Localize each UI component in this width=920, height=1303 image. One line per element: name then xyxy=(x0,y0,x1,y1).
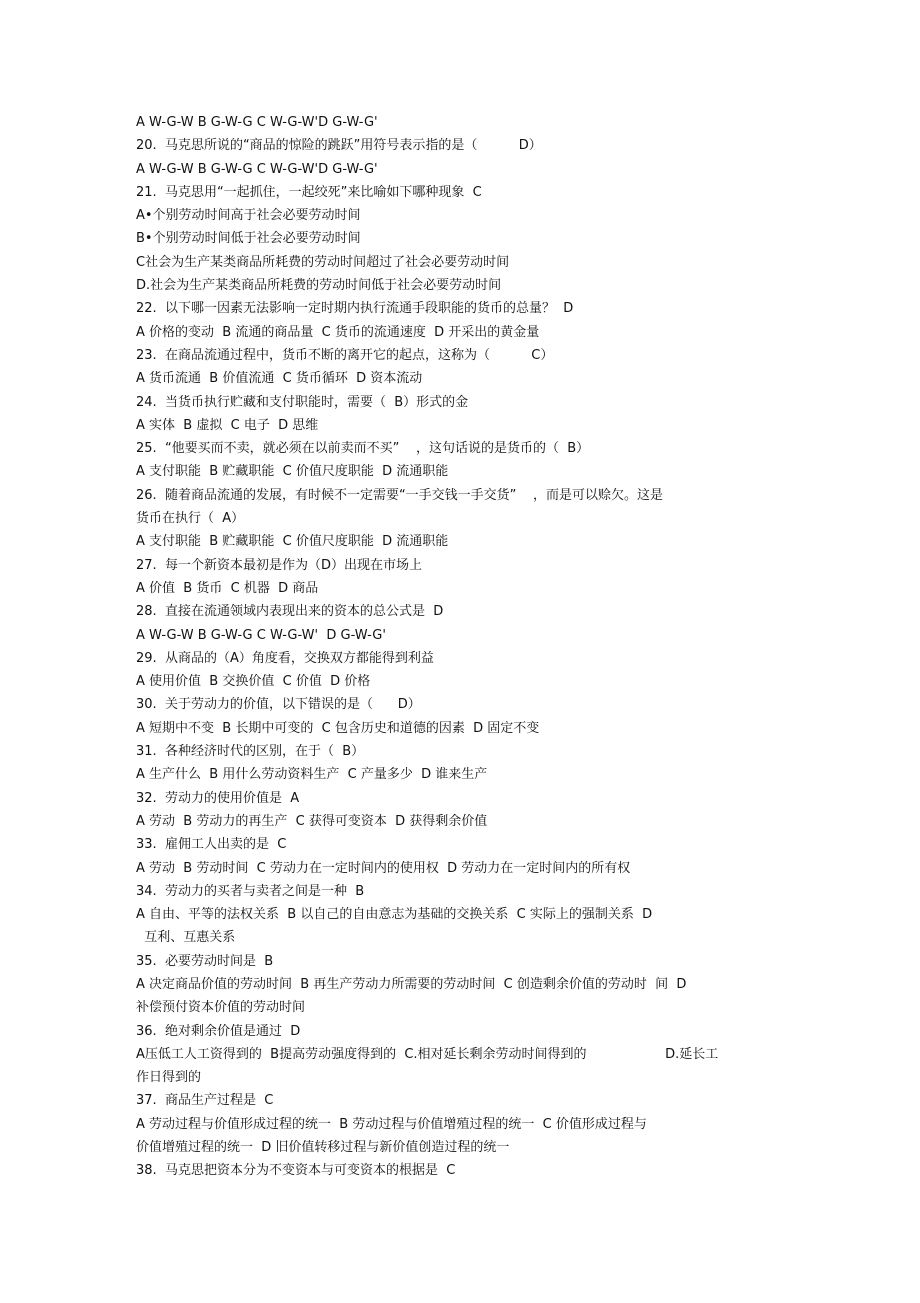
text-line: A 短期中不变 B 长期中可变的 C 包含历史和道德的因素 D 固定不变 xyxy=(136,720,540,736)
text-line: 23. 在商品流通过程中，货币不断的离开它的起点，这称为（ C） xyxy=(136,347,554,363)
text-line: 互利、互惠关系 xyxy=(136,930,236,946)
text-line: A•个别劳动时间高于社会必要劳动时间 xyxy=(136,208,361,224)
text-line: 价值增殖过程的统一 D 旧价值转移过程与新价值创造过程的统一 xyxy=(136,1140,510,1156)
text-line: A 劳动 B 劳动时间 C 劳动力在一定时间内的使用权 D 劳动力在一定时间内的所有权 xyxy=(136,860,631,876)
text-line: A 价值 B 货币 C 机器 D 商品 xyxy=(136,580,319,596)
text-line: 38. 马克思把资本分为不变资本与可变资本的根据是 C xyxy=(136,1163,456,1179)
text-line: A W-G-W B G-W-G C W-G-W' D G-W-G' xyxy=(136,627,386,643)
text-line: A 实体 B 虚拟 C 电子 D 思维 xyxy=(136,417,319,433)
text-line: 27. 每一个新资本最初是作为（D）出现在市场上 xyxy=(136,557,422,573)
document-body xyxy=(136,111,786,1183)
text-line: 21. 马克思用“一起抓住，一起绞死”来比喻如下哪种现象 C xyxy=(136,184,482,200)
text-line: 34. 劳动力的买者与卖者之间是一种 B xyxy=(136,883,365,899)
text-line: A 支付职能 B 贮藏职能 C 价值尺度职能 D 流通职能 xyxy=(136,534,449,550)
text-line: D.社会为生产某类商品所耗费的劳动时间低于社会必要劳动时间 xyxy=(136,278,502,294)
text-line: A压低工人工资得到的 B提高劳动强度得到的 C.相对延长剩余劳动时间得到的 D.延长工 xyxy=(136,1046,719,1062)
text-line: A 自由、平等的法权关系 B 以自己的自由意志为基础的交换关系 C 实际上的强制关系 D xyxy=(136,907,653,923)
text-line: 37. 商品生产过程是 C xyxy=(136,1093,274,1109)
text-line: A 生产什么 B 用什么劳动资料生产 C 产量多少 D 谁来生产 xyxy=(136,767,488,783)
text-line: 33. 雇佣工人出卖的是 C xyxy=(136,837,287,853)
text-line: A 使用价值 B 交换价值 C 价值 D 价格 xyxy=(136,674,371,690)
text-line: 货币在执行（ A） xyxy=(136,511,245,527)
text-line: 24. 当货币执行贮藏和支付职能时，需要（ B）形式的金 xyxy=(136,394,469,410)
text-line: A 劳动 B 劳动力的再生产 C 获得可变资本 D 获得剩余价值 xyxy=(136,813,488,829)
text-line: A 货币流通 B 价值流通 C 货币循环 D 资本流动 xyxy=(136,371,423,387)
text-line: 32. 劳动力的使用价值是 A xyxy=(136,790,300,806)
text-line: A W-G-W B G-W-G C W-G-W'D G-W-G' xyxy=(136,161,378,177)
text-line: 35. 必要劳动时间是 B xyxy=(136,953,274,969)
text-line: C社会为生产某类商品所耗费的劳动时间超过了社会必要劳动时间 xyxy=(136,254,510,270)
text-line: A 价格的变动 B 流通的商品量 C 货币的流通速度 D 开采出的黄金量 xyxy=(136,324,540,340)
text-line: 25. “他要买而不卖，就必须在以前卖而不买” ，这句话说的是货币的（ B） xyxy=(136,441,590,457)
text-line: B•个别劳动时间低于社会必要劳动时间 xyxy=(136,231,361,247)
text-line: 36. 绝对剩余价值是通过 D xyxy=(136,1023,301,1039)
text-line: 28. 直接在流通领域内表现出来的资本的总公式是 D xyxy=(136,604,444,620)
text-line: 作日得到的 xyxy=(136,1070,202,1086)
text-line: 30. 关于劳动力的价值，以下错误的是（ D） xyxy=(136,697,421,713)
text-line: 20. 马克思所说的“商品的惊险的跳跃”用符号表示指的是（ D） xyxy=(136,138,542,154)
text-line: 22. 以下哪一因素无法影响一定时期内执行流通手段职能的货币的总量？ D xyxy=(136,301,574,317)
text-line: A 支付职能 B 贮藏职能 C 价值尺度职能 D 流通职能 xyxy=(136,464,449,480)
text-line: 26. 随着商品流通的发展，有时候不一定需要“一手交钱一手交货” ，而是可以赊欠。这是 xyxy=(136,487,663,503)
text-line: A W-G-W B G-W-G C W-G-W'D G-W-G' xyxy=(136,115,378,130)
text-line: A 劳动过程与价值形成过程的统一 B 劳动过程与价值增殖过程的统一 C 价值形成过程与 xyxy=(136,1116,647,1132)
text-line: 29. 从商品的（A）角度看，交换双方都能得到利益 xyxy=(136,650,434,666)
text-line: 补偿预付资本价值的劳动时间 xyxy=(136,1000,306,1016)
text-line: 31. 各种经济时代的区别，在于（ B） xyxy=(136,744,365,760)
text-line: A 决定商品价值的劳动时间 B 再生产劳动力所需要的劳动时间 C 创造剩余价值的劳动时 间 D xyxy=(136,976,687,992)
